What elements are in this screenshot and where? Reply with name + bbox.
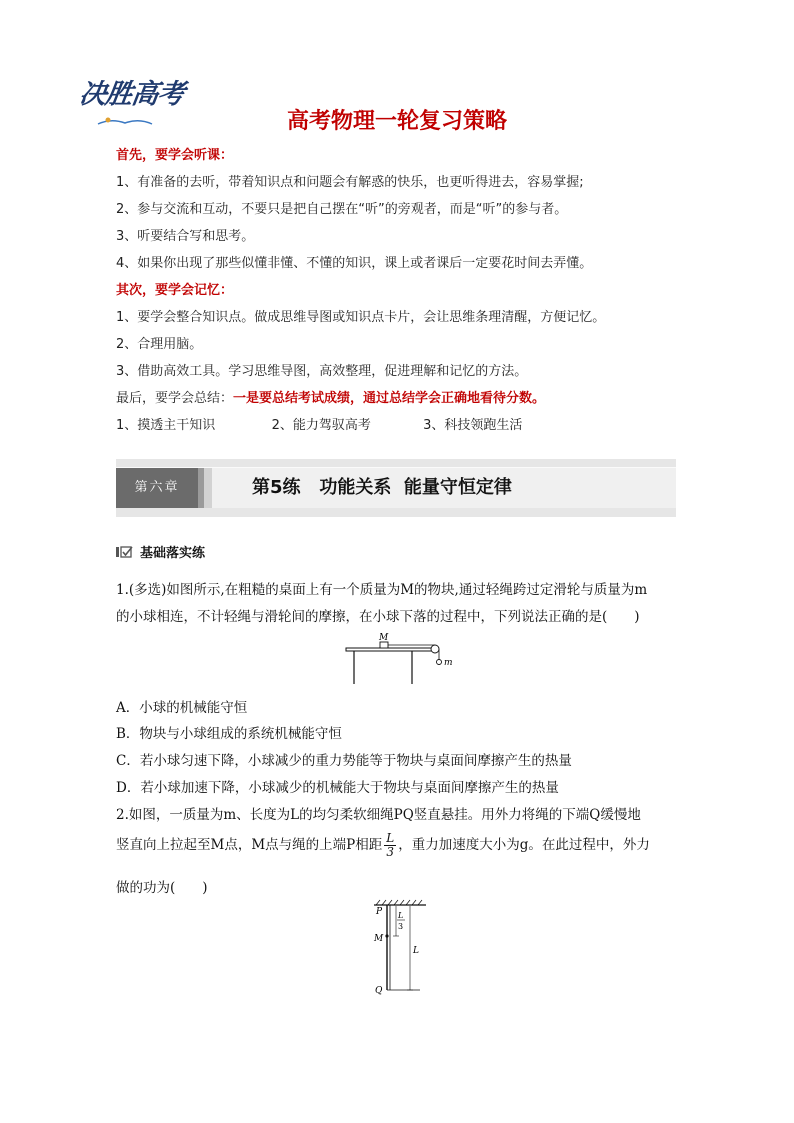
q1-option-a: A．小球的机械能守恒	[116, 700, 248, 716]
frac-den: 3	[386, 845, 395, 859]
pulley	[431, 645, 439, 653]
listen-item-2: 2、参与交流和互动，不要只是把自己摆在“听”的旁观者，而是“听”的参与者。	[116, 202, 568, 217]
q2-figure	[370, 898, 430, 996]
section-heading	[116, 542, 205, 561]
ball-m	[437, 660, 442, 665]
q1-line-2: 的小球相连，不计轻绳与滑轮间的摩擦，在小球下落的过程中，下列说法正确的是( )	[116, 609, 640, 625]
tip-1: 1、摸透主干知识	[116, 418, 216, 433]
q2-line-2	[116, 832, 650, 859]
q2-line-2b: ，重力加速度大小为g。在此过程中，外力	[398, 837, 650, 853]
q2-line-2a: 竖直向上拉起至M点，M点与绳的上端P相距	[116, 837, 383, 853]
label-L: L	[413, 946, 419, 956]
q2-fraction	[384, 832, 396, 859]
listen-item-4: 4、如果你出现了那些似懂非懂、不懂的知识，课上或者课后一定要花时间去弄懂。	[116, 256, 593, 271]
label-L3-den: 3	[398, 922, 404, 931]
q1-option-d: D．若小球加速下降，小球减少的机械能大于物块与桌面间摩擦产生的热量	[116, 780, 559, 796]
checkbox-icon	[116, 546, 134, 558]
tips-row	[116, 414, 522, 433]
label-M2: M	[374, 934, 384, 944]
memory-item-3: 3、借助高效工具。学习思维导图，高效整理，促进理解和记忆的方法。	[116, 364, 528, 379]
label-m: m	[444, 658, 453, 668]
memory-item-2: 2、合理用脑。	[116, 337, 203, 352]
q2-line-1: 2.如图，一质量为m、长度为L的均匀柔软细绳PQ竖直悬挂。用外力将绳的下端Q缓慢地	[116, 807, 641, 823]
chapter-header	[116, 459, 676, 517]
summary-prefix: 最后，要学会总结：	[116, 391, 234, 406]
listen-item-1: 1、有准备的去听，带着知识点和问题会有解惑的快乐，也更听得进去，容易掌握;	[116, 175, 584, 190]
q1-line-1: 1.(多选)如图所示,在粗糙的桌面上有一个质量为M的物块,通过轻绳跨过定滑轮与质量为m	[116, 582, 648, 598]
label-M: M	[379, 633, 389, 643]
frac-num: L	[386, 831, 395, 845]
heading-memory: 其次，要学会记忆：	[116, 283, 234, 298]
summary-highlight: 一是要总结考试成绩，通过总结学会正确地看待分数。	[233, 391, 546, 406]
label-Q: Q	[375, 986, 383, 996]
memory-item-1: 1、要学会整合知识点。做成思维导图或知识点卡片，会让思维条理清醒，方便记忆。	[116, 310, 606, 325]
page-title: 高考物理一轮复习策略	[286, 109, 507, 134]
q1-option-b: B．物块与小球组成的系统机械能守恒	[116, 726, 342, 742]
q1-option-c: C．若小球匀速下降，小球减少的重力势能等于物块与桌面间摩擦产生的热量	[116, 753, 572, 769]
q2-line-3: 做的功为( )	[116, 880, 208, 896]
summary-line	[116, 387, 545, 406]
section-label: 基础落实练	[140, 546, 206, 561]
tip-2: 2、能力驾驭高考	[271, 418, 371, 433]
point-M	[385, 934, 388, 937]
label-P: P	[376, 907, 383, 917]
heading-listen: 首先，要学会听课：	[116, 148, 234, 163]
logo-text: 决胜高考	[77, 79, 186, 110]
listen-item-3: 3、听要结合写和思考。	[116, 229, 255, 244]
chapter-title: 第5练 功能关系 能量守恒定律	[252, 477, 512, 498]
chapter-tag: 第六章	[116, 468, 198, 508]
label-L3-num: L	[398, 911, 404, 920]
q1-figure	[340, 630, 460, 688]
tip-3: 3、科技领跑生活	[423, 418, 523, 433]
